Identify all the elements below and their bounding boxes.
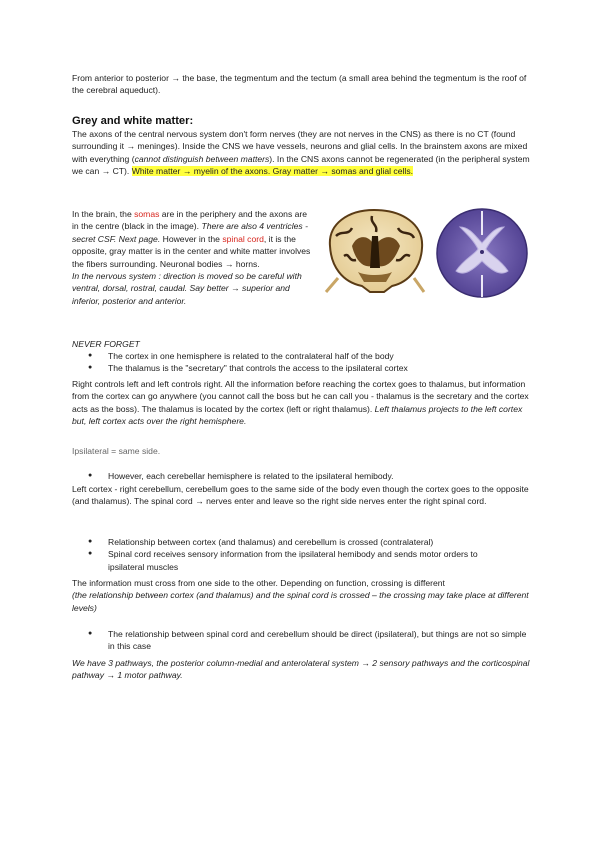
list-item: ● Spinal cord receives sensory information from the ipsilateral hemibody and sends motor orders to ipsilateral muscles — [72, 548, 508, 573]
brain-coronal-section-image — [322, 206, 429, 296]
ipsilateral-note: Ipsilateral = same side. — [72, 446, 161, 456]
text-run: are in the periphery and the axons are in the centre (black in the image). — [72, 209, 308, 232]
pathways-paragraph: We have 3 pathways, the posterior column-medial and anterolateral system → 2 sensory pathways and the corticospinal pathway → 1 motor pathway. — [72, 658, 530, 681]
list-item: ● The relationship between spinal cord and cerebellum should be direct (ipsilateral), but things are not so simple in this case — [72, 628, 530, 653]
brain-paragraph — [72, 208, 312, 307]
text-run: However in the — [160, 233, 223, 244]
list-item: ● However, each cerebellar hemisphere is related to the ipsilateral hemibody. — [72, 470, 530, 482]
cerebellum-paragraph: Left cortex - right cerebellum, cerebellum goes to the same side of the body even though the cortex goes to the opposite (and thalamus). The spinal cord → nerves enter and leave so the right side nerves enter the right spinal cord. — [72, 484, 529, 507]
list-item: ● The cortex in one hemisphere is related to the contralateral half of the body — [72, 350, 530, 362]
thalamus-paragraph — [72, 378, 530, 428]
italic-run: (the relationship between cortex (and thalamus) and the spinal cord is crossed – the crossing may take place at different levels) — [72, 590, 529, 613]
highlighted-run: White matter → myelin of the axons. Gray matter → somas and glial cells. — [131, 166, 414, 177]
term-spinal-cord: spinal cord — [222, 233, 264, 244]
text-run: Right controls left and left controls right. All the information before reaching the cortex goes to thalamus, but information from the cortex can go anywhere (you cannot call the boss but he can call you - thalamus is the secretary and the cortex acts as the boss). The thalamus is located by the cortex (left or right thalamus). — [72, 379, 529, 414]
list-item: ● Relationship between cortex (and thalamus) and cerebellum is crossed (contralateral) — [72, 536, 530, 548]
text-run: The information must cross from one side to the other. Depending on function, crossing is different — [72, 578, 445, 588]
section-heading-grey-white: Grey and white matter: — [72, 115, 194, 127]
spinal-cord-section-image — [434, 205, 530, 301]
text-run: The axons of the central nervous system don't form nerves (they are not nerves in the CNS) as there is no CT (found surrounding it → meninges). Inside the CNS we have vessels, neurons and glial cells. In the brainstem axons are mixed with everything ( — [72, 129, 528, 164]
italic-run: Left thalamus projects to the left cortex but, left cortex acts over the right hemisphere. — [72, 403, 523, 427]
final-list — [72, 628, 530, 653]
relationships-list — [72, 536, 530, 573]
cerebellum-list — [72, 470, 530, 482]
term-somas: somas — [134, 209, 160, 219]
list-item: ● The thalamus is the "secretary" that controls the access to the ipsilateral cortex — [72, 362, 530, 374]
italic-run: In the nervous system : direction is moved so be careful with ventral, dorsal, rostral, caudal. Say better → superior and inferior, posterior and anterior. — [72, 271, 302, 306]
italic-run: cannot distinguish between matters — [134, 153, 270, 164]
never-forget-list — [72, 350, 530, 375]
crossing-paragraph — [72, 577, 530, 614]
never-forget-label: NEVER FORGET — [72, 339, 140, 349]
grey-white-paragraph — [72, 128, 530, 178]
text-run: In the brain, the — [72, 209, 135, 219]
italic-run: There are also 4 ventricles - secret CSF. Next page. — [72, 221, 308, 244]
text-run: , it is the opposite, gray matter is in the center and white matter involves the fibers surrounding. Neuronal bodies → horns. — [72, 233, 311, 269]
intro-paragraph: From anterior to posterior → the base, the tegmentum and the tectum (a small area behind the tegmentum is the roof of the cerebral aqueduct). — [72, 73, 527, 96]
text-run: ). In the CNS axons cannot be regenerated (in the peripheral system we can → CT). — [72, 153, 530, 177]
